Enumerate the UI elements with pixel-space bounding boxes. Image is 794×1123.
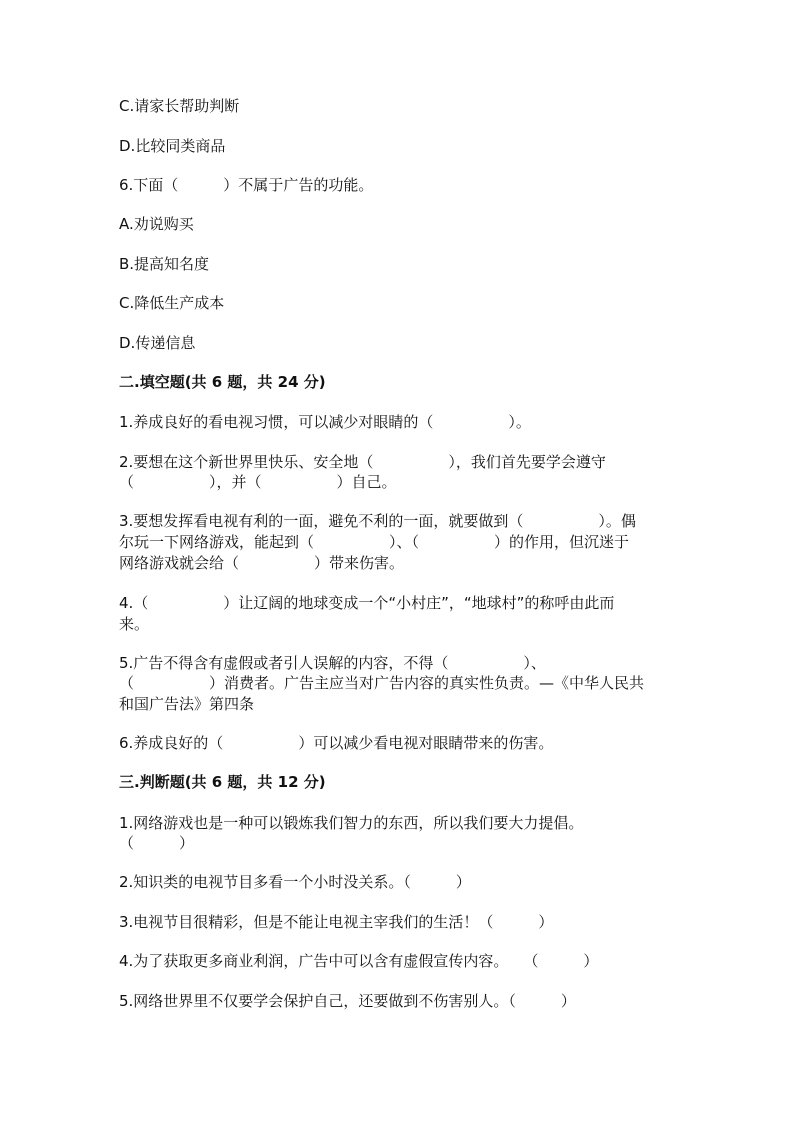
- tf-question-4: 4.为了获取更多商业利润，广告中可以含有虚假宣传内容。 （ ）: [119, 952, 599, 970]
- fill-question-4-line-2: 来。: [119, 615, 150, 633]
- option-b: B.提高知名度: [119, 255, 210, 273]
- fill-question-6: 6.养成良好的（ ）可以减少看电视对眼睛带来的伤害。: [119, 734, 554, 752]
- option-d-compare-products: D.比较同类商品: [119, 137, 226, 155]
- section-fill-in-title: 二.填空题(共 6 题，共 24 分): [119, 373, 326, 391]
- fill-question-2-line-2: （ ），并（ ）自己。: [119, 473, 397, 491]
- fill-question-5-line-3: 和国广告法》第四条: [119, 695, 255, 713]
- fill-question-3-line-1: 3.要想发挥看电视有利的一面，避免不利的一面，就要做到（ ）。偶: [119, 512, 636, 530]
- question-6-ad-function: 6.下面（ ）不属于广告的功能。: [119, 176, 374, 194]
- tf-question-1-line-1: 1.网络游戏也是一种可以锻炼我们智力的东西，所以我们要大力提倡。: [119, 814, 584, 832]
- fill-question-4-line-1: 4.（ ）让辽阔的地球变成一个“小村庄”，“地球村”的称呼由此而: [119, 594, 615, 612]
- option-c: C.降低生产成本: [119, 294, 225, 312]
- option-c-ask-parents: C.请家长帮助判断: [119, 97, 240, 115]
- option-d: D.传递信息: [119, 334, 196, 352]
- tf-question-3: 3.电视节目很精彩，但是不能让电视主宰我们的生活！（ ）: [119, 913, 554, 931]
- fill-question-3-line-3: 网络游戏就会给（ ）带来伤害。: [119, 554, 405, 572]
- section-true-false-title: 三.判断题(共 6 题，共 12 分): [119, 773, 326, 791]
- fill-question-2-line-1: 2.要想在这个新世界里快乐、安全地（ ），我们首先要学会遵守: [119, 453, 606, 471]
- tf-question-1-line-2: （ ）: [119, 834, 195, 852]
- fill-question-1: 1.养成良好的看电视习惯，可以减少对眼睛的（ ）。: [119, 413, 531, 431]
- tf-question-2: 2.知识类的电视节目多看一个小时没关系。（ ）: [119, 873, 471, 891]
- tf-question-5: 5.网络世界里不仅要学会保护自己，还要做到不伤害别人。（ ）: [119, 992, 576, 1010]
- fill-question-5-line-1: 5.广告不得含有虚假或者引人误解的内容，不得（ ）、: [119, 654, 546, 672]
- option-a: A.劝说购买: [119, 215, 194, 233]
- fill-question-3-line-2: 尔玩一下网络游戏，能起到（ ）、（ ）的作用，但沉迷于: [119, 533, 630, 551]
- fill-question-5-line-2: （ ）消费者。广告主应当对广告内容的真实性负责。—《中华人民共: [119, 674, 645, 692]
